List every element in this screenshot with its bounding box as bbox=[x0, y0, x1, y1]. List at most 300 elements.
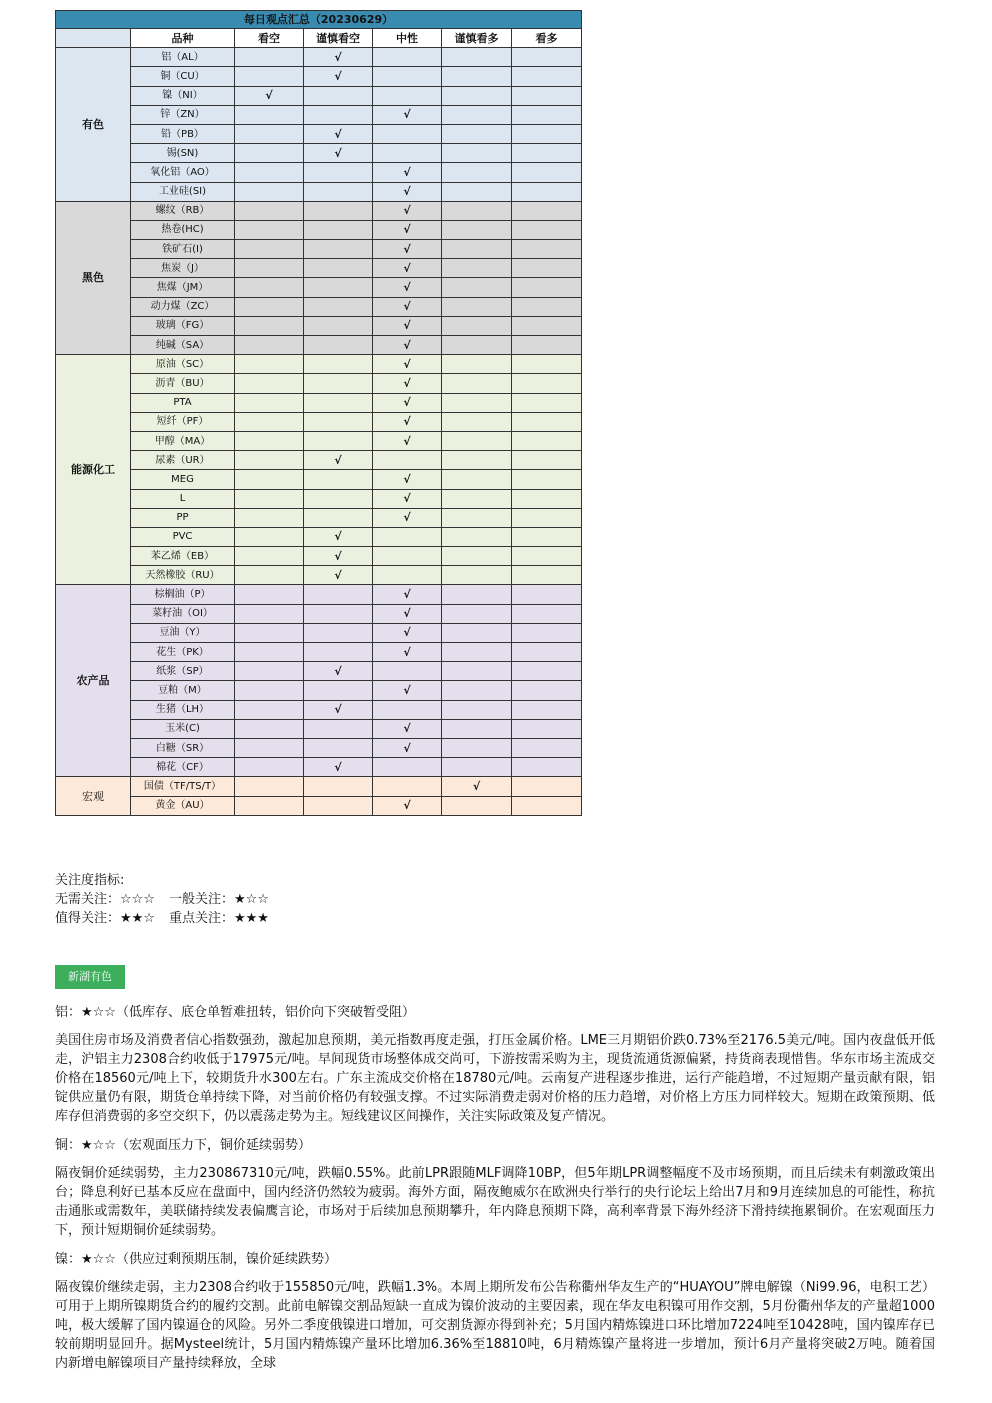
empty-view-cell bbox=[373, 777, 442, 796]
empty-view-cell bbox=[512, 527, 582, 546]
commodity-name: 纸浆（SP） bbox=[131, 662, 235, 681]
table-row bbox=[56, 700, 582, 719]
table-row bbox=[56, 240, 582, 259]
check-mark-icon: √ bbox=[373, 796, 442, 815]
check-mark-icon: √ bbox=[373, 604, 442, 623]
empty-view-cell bbox=[373, 144, 442, 163]
empty-view-cell bbox=[442, 470, 512, 489]
empty-view-cell bbox=[304, 719, 373, 738]
commodity-name: 豆油（Y） bbox=[131, 623, 235, 642]
commodity-name: 豆粕（M） bbox=[131, 681, 235, 700]
empty-view-cell bbox=[373, 566, 442, 585]
legend-item: 值得关注：★★☆ bbox=[55, 911, 155, 926]
commodity-name: 天然橡胶（RU） bbox=[131, 566, 235, 585]
legend-row bbox=[55, 909, 269, 928]
table-row bbox=[56, 144, 582, 163]
commodity-name: 苯乙烯（EB） bbox=[131, 547, 235, 566]
empty-view-cell bbox=[442, 86, 512, 105]
legend-item: 重点关注：★★★ bbox=[168, 911, 269, 926]
empty-view-cell bbox=[512, 240, 582, 259]
commodity-name: 原油（SC） bbox=[131, 355, 235, 374]
check-mark-icon: √ bbox=[373, 297, 442, 316]
table-row bbox=[56, 738, 582, 757]
empty-view-cell bbox=[235, 585, 304, 604]
empty-view-cell bbox=[235, 67, 304, 86]
empty-view-cell bbox=[235, 470, 304, 489]
table-row bbox=[56, 623, 582, 642]
check-mark-icon: √ bbox=[304, 758, 373, 777]
empty-view-cell bbox=[512, 278, 582, 297]
empty-view-cell bbox=[304, 374, 373, 393]
table-row bbox=[56, 393, 582, 412]
check-mark-icon: √ bbox=[304, 451, 373, 470]
empty-view-cell bbox=[235, 105, 304, 124]
empty-view-cell bbox=[235, 700, 304, 719]
legend-item: 无需关注：☆☆☆ bbox=[55, 892, 155, 907]
empty-view-cell bbox=[442, 220, 512, 239]
empty-view-cell bbox=[512, 431, 582, 450]
empty-view-cell bbox=[235, 144, 304, 163]
empty-view-cell bbox=[442, 431, 512, 450]
empty-view-cell bbox=[373, 758, 442, 777]
empty-view-cell bbox=[512, 182, 582, 201]
commodity-name: PP bbox=[131, 508, 235, 527]
commodity-name: 工业硅(SI) bbox=[131, 182, 235, 201]
table-row bbox=[56, 758, 582, 777]
commodity-name: 锌（ZN） bbox=[131, 105, 235, 124]
section-badge: 新湖有色 bbox=[55, 965, 125, 989]
empty-view-cell bbox=[304, 355, 373, 374]
empty-view-cell bbox=[512, 566, 582, 585]
empty-view-cell bbox=[235, 643, 304, 662]
empty-view-cell bbox=[442, 124, 512, 143]
table-row bbox=[56, 67, 582, 86]
category-cell: 能源化工 bbox=[56, 355, 131, 585]
empty-view-cell bbox=[442, 451, 512, 470]
empty-view-cell bbox=[512, 297, 582, 316]
empty-view-cell bbox=[512, 643, 582, 662]
check-mark-icon: √ bbox=[373, 201, 442, 220]
table-row bbox=[56, 566, 582, 585]
empty-view-cell bbox=[304, 412, 373, 431]
empty-view-cell bbox=[373, 451, 442, 470]
empty-view-cell bbox=[442, 374, 512, 393]
commodity-name: 黄金（AU） bbox=[131, 796, 235, 815]
commodity-name: 动力煤（ZC） bbox=[131, 297, 235, 316]
empty-view-cell bbox=[512, 124, 582, 143]
empty-view-cell bbox=[235, 623, 304, 642]
check-mark-icon: √ bbox=[373, 719, 442, 738]
table-row bbox=[56, 777, 582, 796]
check-mark-icon: √ bbox=[304, 700, 373, 719]
empty-view-cell bbox=[442, 240, 512, 259]
check-mark-icon: √ bbox=[304, 662, 373, 681]
empty-view-cell bbox=[512, 719, 582, 738]
empty-view-cell bbox=[442, 297, 512, 316]
commodity-name: 尿素（UR） bbox=[131, 451, 235, 470]
commodity-name: 玻璃（FG） bbox=[131, 316, 235, 335]
table-row bbox=[56, 278, 582, 297]
empty-view-cell bbox=[235, 681, 304, 700]
table-row bbox=[56, 451, 582, 470]
empty-view-cell bbox=[442, 604, 512, 623]
empty-view-cell bbox=[512, 201, 582, 220]
column-header: 品种 bbox=[131, 29, 235, 48]
table-row bbox=[56, 297, 582, 316]
empty-view-cell bbox=[442, 547, 512, 566]
empty-view-cell bbox=[235, 777, 304, 796]
empty-view-cell bbox=[304, 220, 373, 239]
empty-view-cell bbox=[235, 412, 304, 431]
empty-view-cell bbox=[235, 201, 304, 220]
article-heading-nickel: 镍：★☆☆（供应过剩预期压制，镍价延续跌势） bbox=[55, 1252, 337, 1267]
empty-view-cell bbox=[442, 182, 512, 201]
empty-view-cell bbox=[512, 547, 582, 566]
column-header: 谨慎看空 bbox=[304, 29, 373, 48]
commodity-name: 螺纹（RB） bbox=[131, 201, 235, 220]
column-header: 谨慎看多 bbox=[442, 29, 512, 48]
table-title: 每日观点汇总（20230629） bbox=[56, 11, 582, 29]
empty-view-cell bbox=[512, 604, 582, 623]
check-mark-icon: √ bbox=[373, 412, 442, 431]
category-cell: 农产品 bbox=[56, 585, 131, 777]
empty-view-cell bbox=[235, 393, 304, 412]
empty-view-cell bbox=[442, 758, 512, 777]
empty-view-cell bbox=[235, 738, 304, 757]
legend-row bbox=[55, 890, 269, 909]
empty-view-cell bbox=[442, 585, 512, 604]
empty-view-cell bbox=[442, 144, 512, 163]
empty-view-cell bbox=[235, 48, 304, 67]
empty-view-cell bbox=[512, 259, 582, 278]
summary-table-body bbox=[56, 11, 582, 816]
table-row bbox=[56, 470, 582, 489]
empty-view-cell bbox=[512, 393, 582, 412]
empty-view-cell bbox=[442, 719, 512, 738]
empty-view-cell bbox=[373, 86, 442, 105]
empty-view-cell bbox=[304, 278, 373, 297]
empty-view-cell bbox=[304, 777, 373, 796]
empty-view-cell bbox=[235, 566, 304, 585]
empty-view-cell bbox=[512, 48, 582, 67]
table-row bbox=[56, 643, 582, 662]
empty-view-cell bbox=[235, 220, 304, 239]
empty-view-cell bbox=[512, 451, 582, 470]
empty-view-cell bbox=[235, 355, 304, 374]
article-body-copper: 隔夜铜价延续弱势，主力230867310元/吨，跌幅0.55%。此前LPR跟随MLF调降10BP，但5年期LPR调整幅度不及市场预期，而且后续未有刺激政策出台；降息利好已基本反应在盘面中，国内经济仍然较为疲弱。海外方面，隔夜鲍威尔在欧洲央行举行的央行论坛上给出7月和9月连续加息的可能性，称抗击通胀或需数年，美联储持续发表偏鹰言论，市场对于后续加息预期攀升，年内降息预期下降，高利率背景下海外经济下滑持续拖累铜价。在宏观面压力下，预计短期铜价延续弱势。 bbox=[55, 1166, 935, 1238]
empty-view-cell bbox=[304, 393, 373, 412]
empty-view-cell bbox=[304, 86, 373, 105]
table-row bbox=[56, 259, 582, 278]
table-row bbox=[56, 105, 582, 124]
commodity-name: 铜（CU） bbox=[131, 67, 235, 86]
table-row bbox=[56, 508, 582, 527]
check-mark-icon: √ bbox=[373, 643, 442, 662]
commodity-name: 铝（AL） bbox=[131, 48, 235, 67]
empty-view-cell bbox=[512, 777, 582, 796]
empty-view-cell bbox=[512, 738, 582, 757]
check-mark-icon: √ bbox=[373, 182, 442, 201]
table-row bbox=[56, 431, 582, 450]
empty-view-cell bbox=[442, 67, 512, 86]
check-mark-icon: √ bbox=[373, 336, 442, 355]
empty-view-cell bbox=[304, 182, 373, 201]
check-mark-icon: √ bbox=[304, 124, 373, 143]
category-cell: 宏观 bbox=[56, 777, 131, 815]
empty-view-cell bbox=[512, 163, 582, 182]
empty-view-cell bbox=[304, 240, 373, 259]
table-row bbox=[56, 547, 582, 566]
commodity-name: 棕榈油（P） bbox=[131, 585, 235, 604]
check-mark-icon: √ bbox=[373, 374, 442, 393]
commodity-name: 热卷(HC) bbox=[131, 220, 235, 239]
check-mark-icon: √ bbox=[373, 355, 442, 374]
table-row bbox=[56, 336, 582, 355]
check-mark-icon: √ bbox=[304, 527, 373, 546]
empty-view-cell bbox=[512, 700, 582, 719]
empty-view-cell bbox=[512, 585, 582, 604]
empty-view-cell bbox=[442, 48, 512, 67]
category-cell: 有色 bbox=[56, 48, 131, 202]
category-cell: 黑色 bbox=[56, 201, 131, 355]
empty-view-cell bbox=[235, 297, 304, 316]
commodity-name: PVC bbox=[131, 527, 235, 546]
article-body-nickel: 隔夜镍价继续走弱，主力2308合约收于155850元/吨，跌幅1.3%。本周上期所发布公告称衢州华友生产的“HUAYOU”牌电解镍（Ni99.96，电积工艺）可用于上期所镍期货合约的履约交割。此前电解镍交割品短缺一直成为镍价波动的主要因素，现在华友电积镍可用作交割，5月份衢州华友的产量超1000吨，极大缓解了国内镍逼仓的风险。另外二季度俄镍进口增加，可交割货源亦得到补充；5月国内精炼镍进口环比增加7224吨至10428吨，国内镍库存已较前期明显回升。据Mysteel统计，5月国内精炼镍产量环比增加6.36%至18810吨，6月精炼镍产量将进一步增加，预计6月产量将突破2万吨。随着国内新增电解镍项目产量持续释放，全球 bbox=[55, 1280, 935, 1371]
commodity-name: 铁矿石(I) bbox=[131, 240, 235, 259]
empty-view-cell bbox=[442, 508, 512, 527]
commodity-name: 国债（TF/TS/T） bbox=[131, 777, 235, 796]
check-mark-icon: √ bbox=[304, 48, 373, 67]
empty-view-cell bbox=[512, 144, 582, 163]
empty-view-cell bbox=[512, 470, 582, 489]
empty-view-cell bbox=[235, 719, 304, 738]
table-row bbox=[56, 489, 582, 508]
table-row bbox=[56, 182, 582, 201]
empty-view-cell bbox=[235, 163, 304, 182]
legend-title: 关注度指标: bbox=[55, 873, 125, 888]
empty-view-cell bbox=[512, 508, 582, 527]
empty-view-cell bbox=[512, 489, 582, 508]
empty-view-cell bbox=[304, 681, 373, 700]
empty-view-cell bbox=[512, 86, 582, 105]
commodity-name: 白糖（SR） bbox=[131, 738, 235, 757]
empty-view-cell bbox=[512, 316, 582, 335]
empty-view-cell bbox=[442, 489, 512, 508]
empty-view-cell bbox=[304, 316, 373, 335]
empty-view-cell bbox=[235, 431, 304, 450]
daily-view-summary-table bbox=[55, 10, 582, 816]
empty-view-cell bbox=[373, 67, 442, 86]
empty-view-cell bbox=[442, 316, 512, 335]
check-mark-icon: √ bbox=[373, 393, 442, 412]
empty-view-cell bbox=[304, 163, 373, 182]
commodity-name: 铅（PB） bbox=[131, 124, 235, 143]
empty-view-cell bbox=[235, 182, 304, 201]
commodity-name: 短纤（PF） bbox=[131, 412, 235, 431]
table-row bbox=[56, 374, 582, 393]
table-title-row bbox=[56, 11, 582, 29]
empty-view-cell bbox=[235, 604, 304, 623]
empty-view-cell bbox=[373, 700, 442, 719]
empty-view-cell bbox=[442, 105, 512, 124]
empty-view-cell bbox=[442, 527, 512, 546]
empty-view-cell bbox=[442, 201, 512, 220]
empty-view-cell bbox=[512, 681, 582, 700]
commodity-name: 棉花（CF） bbox=[131, 758, 235, 777]
empty-view-cell bbox=[235, 527, 304, 546]
empty-view-cell bbox=[512, 623, 582, 642]
empty-view-cell bbox=[304, 105, 373, 124]
empty-view-cell bbox=[235, 124, 304, 143]
empty-view-cell bbox=[442, 355, 512, 374]
table-row bbox=[56, 585, 582, 604]
column-header: 看空 bbox=[235, 29, 304, 48]
table-row bbox=[56, 86, 582, 105]
empty-view-cell bbox=[304, 643, 373, 662]
empty-view-cell bbox=[442, 336, 512, 355]
commodity-name: 玉米(C) bbox=[131, 719, 235, 738]
empty-view-cell bbox=[373, 48, 442, 67]
empty-view-cell bbox=[304, 297, 373, 316]
column-header: 看多 bbox=[512, 29, 582, 48]
empty-view-cell bbox=[442, 566, 512, 585]
check-mark-icon: √ bbox=[373, 738, 442, 757]
table-row bbox=[56, 527, 582, 546]
empty-view-cell bbox=[235, 796, 304, 815]
table-row bbox=[56, 201, 582, 220]
empty-view-cell bbox=[442, 796, 512, 815]
empty-view-cell bbox=[235, 662, 304, 681]
check-mark-icon: √ bbox=[373, 105, 442, 124]
empty-view-cell bbox=[512, 662, 582, 681]
empty-view-cell bbox=[304, 623, 373, 642]
empty-view-cell bbox=[512, 412, 582, 431]
table-row bbox=[56, 681, 582, 700]
empty-view-cell bbox=[235, 758, 304, 777]
commentary bbox=[55, 1003, 935, 1383]
commodity-name: 焦煤（JM） bbox=[131, 278, 235, 297]
empty-view-cell bbox=[442, 681, 512, 700]
empty-view-cell bbox=[512, 67, 582, 86]
table-row bbox=[56, 355, 582, 374]
check-mark-icon: √ bbox=[373, 508, 442, 527]
empty-view-cell bbox=[442, 259, 512, 278]
empty-view-cell bbox=[235, 489, 304, 508]
empty-view-cell bbox=[304, 508, 373, 527]
legend-item: 一般关注：★☆☆ bbox=[168, 892, 269, 907]
commodity-name: 氧化铝（AO） bbox=[131, 163, 235, 182]
empty-view-cell bbox=[373, 124, 442, 143]
commodity-name: MEG bbox=[131, 470, 235, 489]
article-heading-copper: 铜：★☆☆（宏观面压力下，铜价延续弱势） bbox=[55, 1138, 311, 1153]
empty-view-cell bbox=[512, 220, 582, 239]
check-mark-icon: √ bbox=[373, 585, 442, 604]
table-header-row bbox=[56, 29, 582, 48]
check-mark-icon: √ bbox=[373, 431, 442, 450]
empty-view-cell bbox=[512, 374, 582, 393]
empty-view-cell bbox=[442, 738, 512, 757]
table-row bbox=[56, 604, 582, 623]
article-heading-aluminum: 铝：★☆☆（低库存、底仓单暂难扭转，铝价向下突破暂受阻） bbox=[55, 1005, 415, 1020]
table-row bbox=[56, 316, 582, 335]
empty-view-cell bbox=[373, 527, 442, 546]
commodity-name: 镍（NI） bbox=[131, 86, 235, 105]
commodity-name: L bbox=[131, 489, 235, 508]
empty-view-cell bbox=[512, 796, 582, 815]
check-mark-icon: √ bbox=[373, 623, 442, 642]
table-row bbox=[56, 220, 582, 239]
empty-view-cell bbox=[304, 796, 373, 815]
commodity-name: 菜籽油（OI） bbox=[131, 604, 235, 623]
header-corner-cell bbox=[56, 29, 131, 48]
commodity-name: PTA bbox=[131, 393, 235, 412]
empty-view-cell bbox=[442, 163, 512, 182]
commodity-name: 焦炭（J） bbox=[131, 259, 235, 278]
column-header: 中性 bbox=[373, 29, 442, 48]
empty-view-cell bbox=[304, 604, 373, 623]
check-mark-icon: √ bbox=[373, 489, 442, 508]
empty-view-cell bbox=[304, 585, 373, 604]
table-row bbox=[56, 412, 582, 431]
empty-view-cell bbox=[235, 547, 304, 566]
commodity-name: 纯碱（SA） bbox=[131, 336, 235, 355]
empty-view-cell bbox=[304, 336, 373, 355]
empty-view-cell bbox=[304, 738, 373, 757]
check-mark-icon: √ bbox=[304, 144, 373, 163]
empty-view-cell bbox=[442, 623, 512, 642]
empty-view-cell bbox=[235, 278, 304, 297]
check-mark-icon: √ bbox=[442, 777, 512, 796]
table-row bbox=[56, 719, 582, 738]
empty-view-cell bbox=[235, 316, 304, 335]
check-mark-icon: √ bbox=[373, 470, 442, 489]
commodity-name: 生猪（LH） bbox=[131, 700, 235, 719]
empty-view-cell bbox=[304, 489, 373, 508]
table-row bbox=[56, 662, 582, 681]
empty-view-cell bbox=[442, 643, 512, 662]
empty-view-cell bbox=[304, 470, 373, 489]
empty-view-cell bbox=[512, 105, 582, 124]
attention-legend bbox=[55, 871, 269, 928]
check-mark-icon: √ bbox=[373, 259, 442, 278]
table-row bbox=[56, 796, 582, 815]
empty-view-cell bbox=[442, 278, 512, 297]
check-mark-icon: √ bbox=[304, 566, 373, 585]
empty-view-cell bbox=[442, 393, 512, 412]
check-mark-icon: √ bbox=[373, 316, 442, 335]
empty-view-cell bbox=[304, 431, 373, 450]
empty-view-cell bbox=[235, 336, 304, 355]
article-body-aluminum: 美国住房市场及消费者信心指数强劲，激起加息预期，美元指数再度走强，打压金属价格。LME三月期铝价跌0.73%至2176.5美元/吨。国内夜盘低开低走，沪铝主力2308合约收低于17975元/吨。早间现货市场整体成交尚可，下游按需采购为主，现货流通货源偏紧，持货商表现惜售。华东市场主流成交价格在18560元/吨上下，较期货升水300左右。广东主流成交价格在18780元/吨。云南复产进程逐步推进，运行产能趋增，不过短期产量贡献有限，铝锭供应量仍有限，期货仓单持续下降，对当前价格仍有较强支撑。不过实际消费走弱对价格的压力趋增，对价格上方压力同样较大。短期在政策预期、低库存但消费弱的多空交织下，仍以震荡走势为主。短线建议区间操作，关注实际政策及复产情况。 bbox=[55, 1033, 935, 1124]
commodity-name: 锡(SN) bbox=[131, 144, 235, 163]
check-mark-icon: √ bbox=[373, 681, 442, 700]
table-row bbox=[56, 48, 582, 67]
table-row bbox=[56, 124, 582, 143]
table-row bbox=[56, 163, 582, 182]
empty-view-cell bbox=[235, 240, 304, 259]
empty-view-cell bbox=[235, 374, 304, 393]
check-mark-icon: √ bbox=[373, 220, 442, 239]
empty-view-cell bbox=[442, 700, 512, 719]
check-mark-icon: √ bbox=[304, 67, 373, 86]
commodity-name: 花生（PK） bbox=[131, 643, 235, 662]
empty-view-cell bbox=[512, 758, 582, 777]
empty-view-cell bbox=[235, 508, 304, 527]
empty-view-cell bbox=[442, 412, 512, 431]
commodity-name: 甲醇（MA） bbox=[131, 431, 235, 450]
check-mark-icon: √ bbox=[235, 86, 304, 105]
check-mark-icon: √ bbox=[373, 163, 442, 182]
